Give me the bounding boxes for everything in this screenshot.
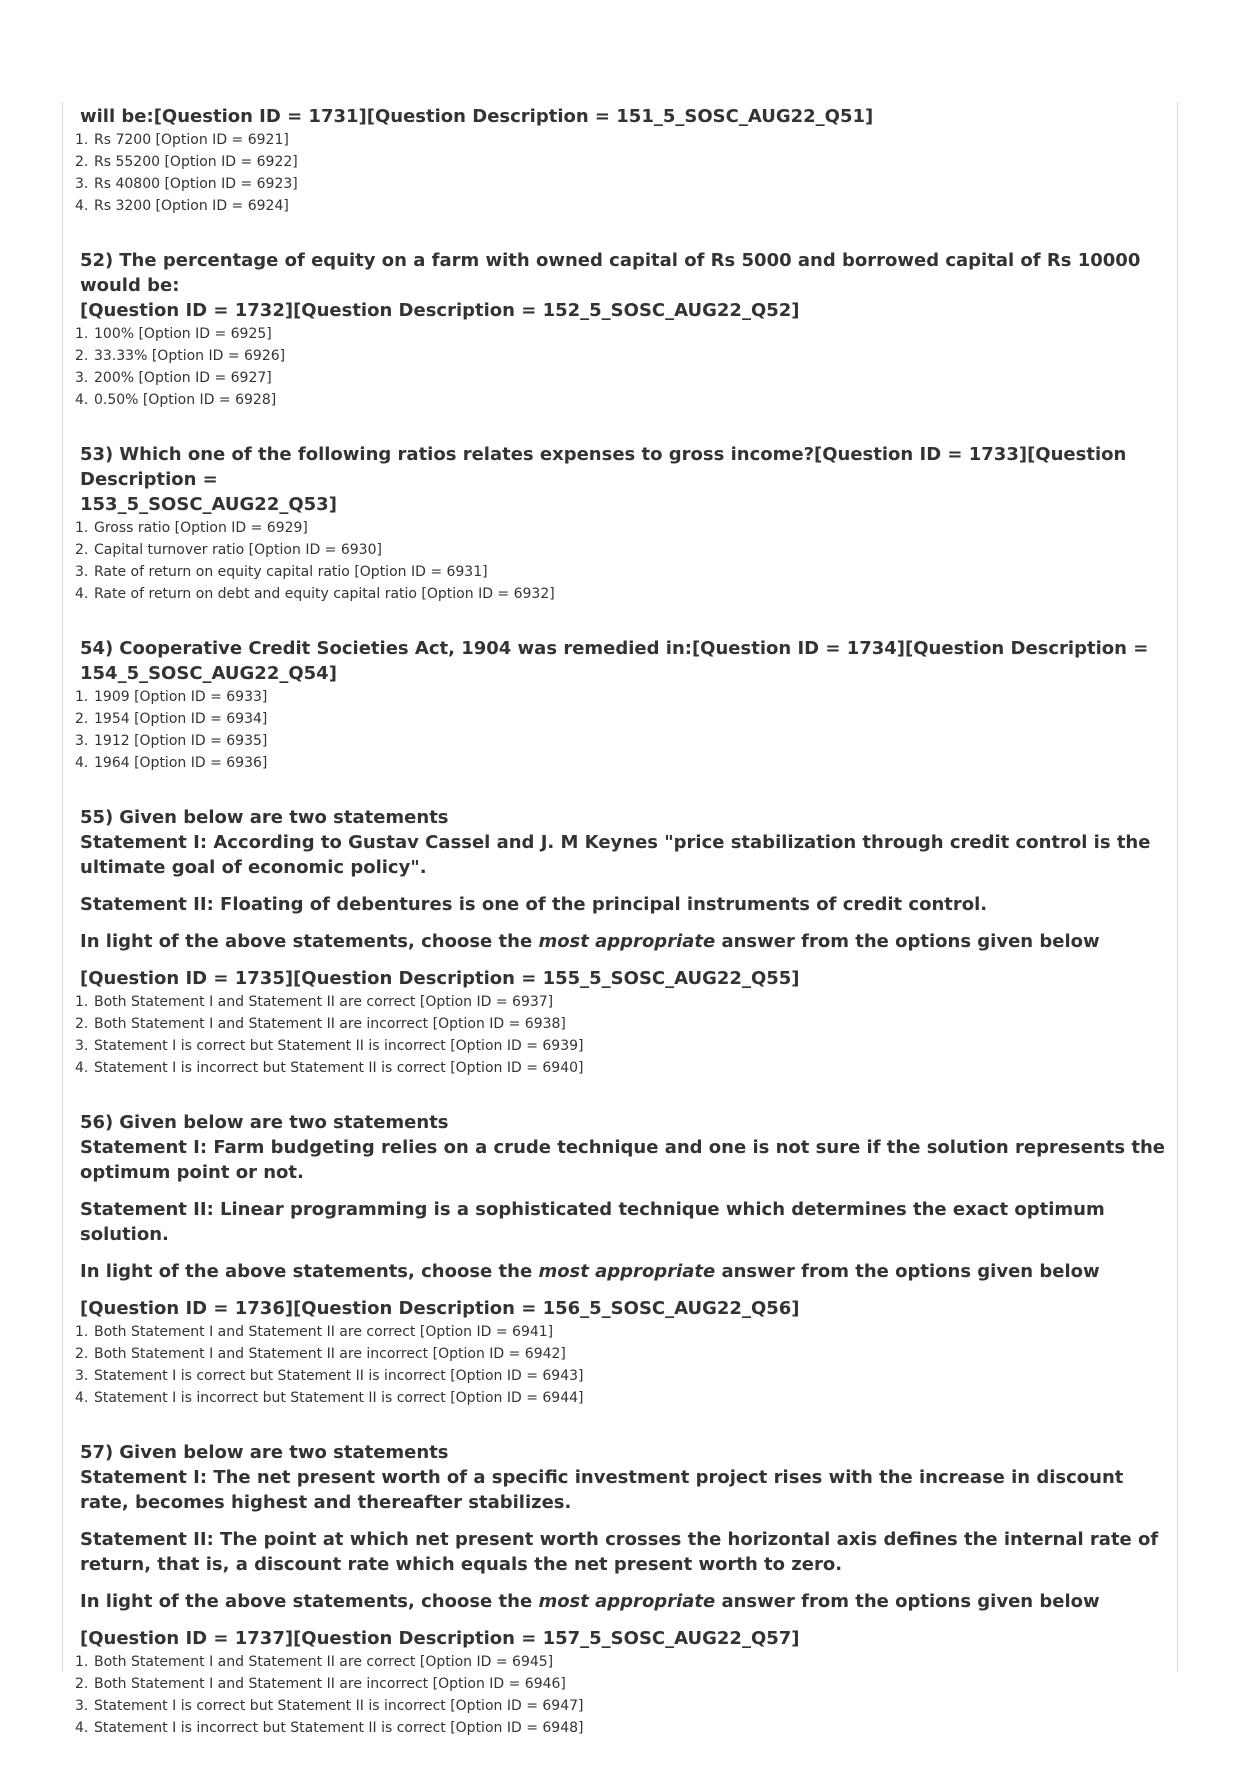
question-51: [75, 104, 1170, 217]
option-item: 2. Both Statement I and Statement II are incorrect [Option ID = 6942]: [75, 1346, 566, 1362]
option-list: [75, 517, 1170, 605]
question-number: 56): [80, 1112, 114, 1133]
question-number: 53): [80, 444, 114, 465]
question-ids: 153_5_SOSC_AUG22_Q53]: [80, 494, 337, 515]
question-ids: [Question ID = 1732][Question Description = 152_5_SOSC_AUG22_Q52]: [80, 300, 800, 321]
statement-1: Statement I: The net present worth of a specific investment project rises with the increase in discount rate, becomes highest and thereafter stabilizes.: [80, 1467, 1124, 1513]
option-item: 3. Statement I is correct but Statement II is incorrect [Option ID = 6943]: [75, 1368, 584, 1384]
option-item: 4. Statement I is incorrect but Statement II is correct [Option ID = 6948]: [75, 1720, 584, 1736]
question-text: 53) Which one of the following ratios relates expenses to gross income?[Question ID = 1733][Question Description =: [80, 444, 1127, 490]
option-item: 2. Both Statement I and Statement II are incorrect [Option ID = 6938]: [75, 1016, 566, 1032]
question-53: [75, 442, 1170, 605]
option-item: 1. 100% [Option ID = 6925]: [75, 326, 272, 342]
option-item: 1. Both Statement I and Statement II are correct [Option ID = 6941]: [75, 1324, 554, 1340]
option-list: [75, 129, 1170, 217]
question-55: [75, 805, 1170, 1079]
question-text: 52) The percentage of equity on a farm with owned capital of Rs 5000 and borrowed capital of Rs 10000 would be:: [80, 250, 1141, 296]
question-text: 56) Given below are two statements: [80, 1112, 449, 1133]
question-56: [75, 1110, 1170, 1409]
option-list: [75, 1321, 1170, 1409]
question-text: 55) Given below are two statements: [80, 807, 449, 828]
statement-2: Statement II: The point at which net present worth crosses the horizontal axis defines the internal rate of return, that is, a discount rate which equals the net present worth to zero.: [80, 1529, 1159, 1575]
question-number: 52): [80, 250, 114, 271]
option-item: 4. 1964 [Option ID = 6936]: [75, 755, 268, 771]
option-item: 3. Statement I is correct but Statement II is incorrect [Option ID = 6939]: [75, 1038, 584, 1054]
question-52: [75, 248, 1170, 411]
option-item: 3. Rs 40800 [Option ID = 6923]: [75, 176, 298, 192]
option-item: 3. Rate of return on equity capital ratio [Option ID = 6931]: [75, 564, 488, 580]
option-item: 1. Both Statement I and Statement II are correct [Option ID = 6945]: [75, 1654, 554, 1670]
option-item: 4. 0.50% [Option ID = 6928]: [75, 392, 277, 408]
instruction-text: In light of the above statements, choose the most appropriate answer from the options given below: [80, 1591, 1100, 1612]
option-item: 4. Statement I is incorrect but Statement II is correct [Option ID = 6944]: [75, 1390, 584, 1406]
question-ids: 154_5_SOSC_AUG22_Q54]: [80, 663, 337, 684]
option-item: 3. 1912 [Option ID = 6935]: [75, 733, 268, 749]
question-list: [75, 104, 1170, 1770]
option-item: 2. Capital turnover ratio [Option ID = 6930]: [75, 542, 382, 558]
question-57: [75, 1440, 1170, 1739]
question-ids: [Question ID = 1736][Question Description = 156_5_SOSC_AUG22_Q56]: [80, 1298, 800, 1319]
statement-1: Statement I: Farm budgeting relies on a crude technique and one is not sure if the solution represents the optimum point or not.: [80, 1137, 1165, 1183]
statement-2: Statement II: Linear programming is a sophisticated technique which determines the exact optimum solution.: [80, 1199, 1105, 1245]
question-number: 57): [80, 1442, 114, 1463]
option-item: 2. Both Statement I and Statement II are incorrect [Option ID = 6946]: [75, 1676, 566, 1692]
option-list: [75, 686, 1170, 774]
question-number: 55): [80, 807, 114, 828]
question-text: will be:[Question ID = 1731][Question Description = 151_5_SOSC_AUG22_Q51]: [80, 106, 874, 127]
option-item: 2. Rs 55200 [Option ID = 6922]: [75, 154, 298, 170]
instruction-text: In light of the above statements, choose the most appropriate answer from the options given below: [80, 931, 1100, 952]
option-list: [75, 991, 1170, 1079]
option-item: 3. Statement I is correct but Statement II is incorrect [Option ID = 6947]: [75, 1698, 584, 1714]
option-item: 1. Both Statement I and Statement II are correct [Option ID = 6937]: [75, 994, 554, 1010]
option-list: [75, 323, 1170, 411]
option-item: 4. Rs 3200 [Option ID = 6924]: [75, 198, 289, 214]
statement-2: Statement II: Floating of debentures is one of the principal instruments of credit control.: [80, 894, 988, 915]
option-item: 4. Statement I is incorrect but Statement II is correct [Option ID = 6940]: [75, 1060, 584, 1076]
question-number: 54): [80, 638, 114, 659]
option-item: 3. 200% [Option ID = 6927]: [75, 370, 272, 386]
option-list: [75, 1651, 1170, 1739]
question-text: 57) Given below are two statements: [80, 1442, 449, 1463]
instruction-text: In light of the above statements, choose the most appropriate answer from the options given below: [80, 1261, 1100, 1282]
option-item: 2. 33.33% [Option ID = 6926]: [75, 348, 286, 364]
option-item: 2. 1954 [Option ID = 6934]: [75, 711, 268, 727]
option-item: 1. 1909 [Option ID = 6933]: [75, 689, 268, 705]
question-ids: [Question ID = 1735][Question Description = 155_5_SOSC_AUG22_Q55]: [80, 968, 800, 989]
option-item: 4. Rate of return on debt and equity capital ratio [Option ID = 6932]: [75, 586, 555, 602]
question-54: [75, 636, 1170, 774]
question-text: 54) Cooperative Credit Societies Act, 1904 was remedied in:[Question ID = 1734][Question Description =: [80, 638, 1149, 659]
statement-1: Statement I: According to Gustav Cassel and J. M Keynes "price stabilization through credit control is the ultimate goal of economic policy".: [80, 832, 1151, 878]
option-item: 1. Gross ratio [Option ID = 6929]: [75, 520, 308, 536]
question-ids: [Question ID = 1737][Question Description = 157_5_SOSC_AUG22_Q57]: [80, 1628, 800, 1649]
option-item: 1. Rs 7200 [Option ID = 6921]: [75, 132, 289, 148]
